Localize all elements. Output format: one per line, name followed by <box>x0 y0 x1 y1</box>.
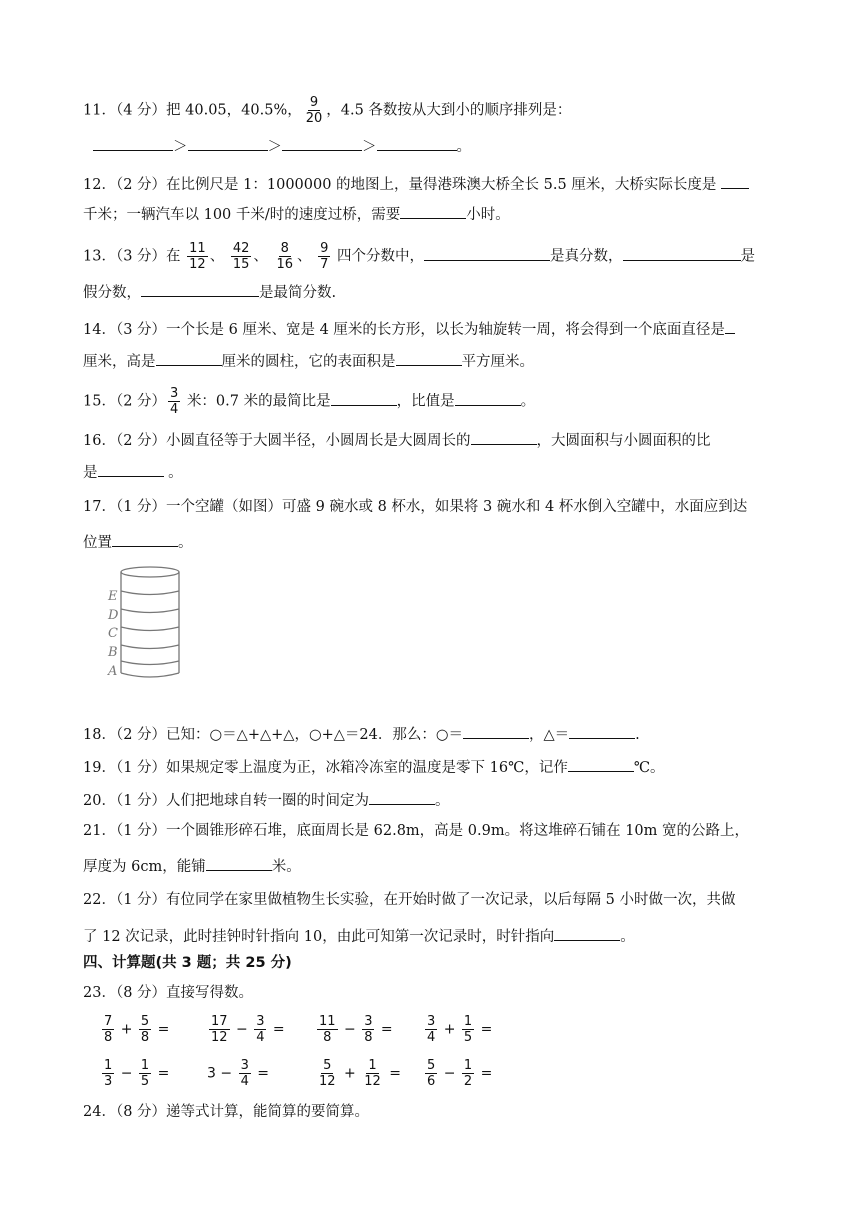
fraction: $\frac{3}{4}$ <box>170 386 179 417</box>
answer-blank[interactable] <box>424 244 550 261</box>
fraction: $\frac{5}{6}$ <box>427 1058 436 1089</box>
calc-item: $\frac{3}{4}$ + $\frac{1}{5}$ = <box>427 1014 493 1045</box>
answer-blank[interactable] <box>188 134 268 151</box>
level-label-c: C <box>108 626 118 641</box>
answer-blank[interactable] <box>93 134 173 151</box>
answer-blank[interactable] <box>369 788 435 805</box>
answer-blank[interactable] <box>282 134 362 151</box>
answer-blank[interactable] <box>331 389 397 406</box>
question-16-line2: 是 。 <box>83 460 183 483</box>
fraction: $\frac{8}{16}$ <box>276 241 294 272</box>
fraction: $\frac{1}{12}$ <box>364 1058 381 1089</box>
fraction: $\frac{9}{20}$ <box>305 95 323 126</box>
jar-rim <box>121 567 179 577</box>
answer-blank[interactable] <box>471 428 537 445</box>
answer-blank[interactable] <box>725 317 735 334</box>
answer-blank[interactable] <box>112 530 178 547</box>
fraction: $\frac{1}{2}$ <box>463 1058 473 1089</box>
fraction: $\frac{5}{12}$ <box>319 1058 336 1089</box>
answer-blank[interactable] <box>569 722 635 739</box>
question-11-answer-line: ＞ ＞ ＞ 。 <box>93 134 471 157</box>
answer-blank[interactable] <box>455 389 521 406</box>
fraction: $\frac{11}{12}$ <box>189 241 206 272</box>
answer-blank[interactable] <box>156 349 222 366</box>
calc-item: $\frac{5}{6}$ − $\frac{1}{2}$ = <box>427 1058 493 1089</box>
fraction: $\frac{3}{8}$ <box>364 1014 373 1045</box>
question-21: 21．（1 分）一个圆锥形碎石堆，底面周长是 62.8m，高是 0.9m。将这堆碎石铺在 10m 宽的公路上， <box>83 823 750 839</box>
answer-blank[interactable] <box>623 244 741 261</box>
fraction: $\frac{3}{4}$ <box>256 1014 265 1045</box>
level-line-a <box>121 661 179 665</box>
question-14: 14．（3 分）一个长是 6 厘米、宽是 4 厘米的长方形，以长为轴旋转一周，将会得到一个底面直径是 <box>83 317 735 340</box>
question-13-line2: 假分数， 是最简分数. <box>83 280 336 303</box>
question-17: 17．（1 分）一个空罐（如图）可盛 9 碗水或 8 杯水，如果将 3 碗水和 4 杯水倒入空罐中，水面应到达 <box>83 499 748 515</box>
answer-blank[interactable] <box>206 854 272 871</box>
question-15: 15．（2 分） $\frac{3}{4}$ 米：0.7 米的最简比是 ，比值是 。 <box>83 386 536 417</box>
level-line-d <box>121 609 179 613</box>
answer-blank[interactable] <box>396 349 462 366</box>
level-label-b: B <box>108 645 118 660</box>
fraction: $\frac{1}{3}$ <box>104 1058 113 1089</box>
jar-bottom <box>121 673 179 677</box>
question-19: 19．（1 分）如果规定零上温度为正，冰箱冷冻室的温度是零下 16℃，记作 ℃。 <box>83 755 665 778</box>
question-22-line2: 了 12 次记录，此时挂钟时针指向 10，由此可知第一次记录时，时针指向 。 <box>83 924 635 947</box>
answer-blank[interactable] <box>98 460 164 477</box>
fraction: $\frac{5}{8}$ <box>140 1014 150 1045</box>
fraction: $\frac{1}{5}$ <box>140 1058 150 1089</box>
question-22: 22．（1 分）有位同学在家里做植物生长实验，在开始时做了一次记录，以后每隔 5 小时做一次，共做 <box>83 892 736 908</box>
answer-blank[interactable] <box>568 755 634 772</box>
jar-figure <box>104 563 186 683</box>
section-heading: 四、计算题(共 3 题；共 25 分) <box>83 955 292 971</box>
answer-blank[interactable] <box>721 172 749 189</box>
question-12: 12．（2 分）在比例尺是 1：1000000 的地图上，量得港珠澳大桥全长 5.5 厘米，大桥实际长度是 <box>83 172 749 195</box>
question-13: 13．（3 分）在 $\frac{11}{12}$ 、 $\frac{42}{15}$ 、 $\frac{8}{16}$ 、 $\frac{9}{7}$ 四个分数中， 是真分数， 是 <box>83 241 756 272</box>
fraction: $\frac{7}{8}$ <box>104 1014 113 1045</box>
fraction: $\frac{9}{7}$ <box>320 241 329 272</box>
question-16: 16．（2 分）小圆直径等于大圆半径，小圆周长是大圆周长的 ，大圆面积与小圆面积的比 <box>83 428 711 451</box>
answer-blank[interactable] <box>377 134 457 151</box>
fraction: $\frac{3}{4}$ <box>427 1014 436 1045</box>
answer-blank[interactable] <box>141 280 259 297</box>
calc-item: $\frac{11}{8}$ − $\frac{3}{8}$ = <box>319 1014 393 1045</box>
question-14-line2: 厘米，高是 厘米的圆柱，它的表面积是 平方厘米。 <box>83 349 534 372</box>
calc-item: $\frac{7}{8}$ + $\frac{5}{8}$ = <box>104 1014 170 1045</box>
question-11: 11．（4 分）把 40.05，40.5%， $\frac{9}{20}$ ，4.5 各数按从大到小的顺序排列是： <box>83 95 572 126</box>
question-18: 18．（2 分）已知：○＝△+△+△，○+△＝24．那么：○＝ ，△＝ . <box>83 722 640 745</box>
fraction: $\frac{17}{12}$ <box>211 1014 228 1045</box>
fraction: $\frac{42}{15}$ <box>232 241 250 272</box>
answer-blank[interactable] <box>463 722 529 739</box>
fraction: $\frac{3}{4}$ <box>240 1058 249 1089</box>
calc-item: $\frac{5}{12}$ + $\frac{1}{12}$ = <box>319 1058 401 1089</box>
level-line-b <box>121 645 179 649</box>
fraction: $\frac{1}{5}$ <box>463 1014 473 1045</box>
calc-item: 3 − $\frac{3}{4}$ = <box>207 1058 270 1089</box>
level-label-d: D <box>108 608 119 623</box>
question-23: 23．（8 分）直接写得数。 <box>83 985 254 1001</box>
level-line-e <box>121 591 179 595</box>
level-label-e: E <box>108 589 118 604</box>
question-20: 20．（1 分）人们把地球自转一圈的时间定为 。 <box>83 788 450 811</box>
question-17-line2: 位置 。 <box>83 530 193 553</box>
question-21-line2: 厚度为 6cm，能铺 米。 <box>83 854 301 877</box>
level-label-a: A <box>108 664 118 679</box>
level-line-c <box>121 627 179 631</box>
question-12-line2: 千米；一辆汽车以 100 千米/时的速度过桥，需要 小时。 <box>83 202 510 225</box>
answer-blank[interactable] <box>400 202 466 219</box>
question-24: 24．（8 分）递等式计算，能简算的要简算。 <box>83 1104 370 1120</box>
calc-item: $\frac{17}{12}$ − $\frac{3}{4}$ = <box>211 1014 285 1045</box>
calc-item: $\frac{1}{3}$ − $\frac{1}{5}$ = <box>104 1058 170 1089</box>
answer-blank[interactable] <box>554 924 620 941</box>
fraction: $\frac{11}{8}$ <box>319 1014 336 1045</box>
